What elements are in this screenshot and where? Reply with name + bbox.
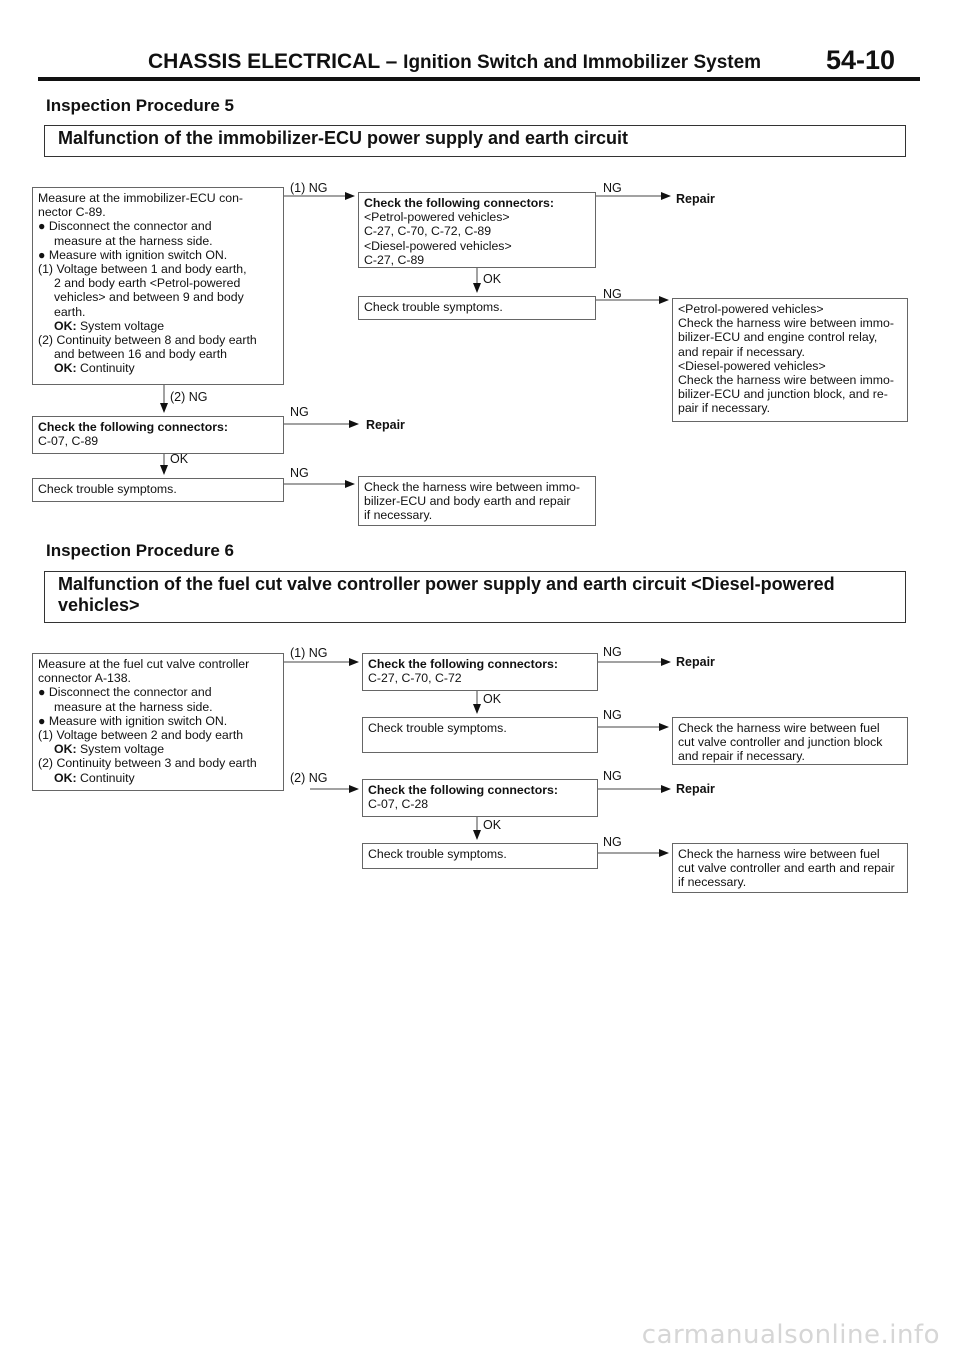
text-line: Check the harness wire between fuel xyxy=(678,721,880,735)
text-line: ● Measure with ignition switch ON. xyxy=(38,713,228,728)
ok-label: OK: xyxy=(54,770,77,785)
text-line: cut valve controller and earth and repair xyxy=(678,861,895,876)
text-line: if necessary. xyxy=(678,875,747,890)
text-line: C-07, C-28 xyxy=(368,797,429,812)
text-line: ● Disconnect the connector and xyxy=(38,219,212,234)
p5-label-ng-d: NG xyxy=(290,466,309,480)
text-line: ● Disconnect the connector and xyxy=(38,685,212,700)
p5-label-ng1: (1) NG xyxy=(290,181,328,195)
watermark: carmanualsonline.info xyxy=(641,1320,940,1350)
text-line: <Petrol-powered vehicles> xyxy=(678,302,824,316)
banner-text: Malfunction of the immobilizer-ECU power supply and earth circuit xyxy=(58,128,629,148)
text-line: C-27, C-70, C-72 xyxy=(368,671,462,686)
text-line: Check the harness wire between fuel xyxy=(678,847,880,861)
p5-repair-bottom: Repair xyxy=(366,418,405,432)
text-line: <Petrol-powered vehicles> xyxy=(364,210,510,225)
text-line: (1) Voltage between 1 and body earth, xyxy=(38,262,247,277)
banner-text: Malfunction of the fuel cut valve controller power supply and earth circuit <Diesel-powered xyxy=(58,574,835,594)
ok-value: Continuity xyxy=(79,770,135,785)
p6-label-ng-c: NG xyxy=(603,769,622,783)
text-line: and repair if necessary. xyxy=(678,344,805,359)
page-number: 54-10 xyxy=(826,45,896,75)
p6-label-ng2: (2) NG xyxy=(290,771,328,785)
ok-label: OK: xyxy=(54,318,77,333)
procedure-6-heading: Inspection Procedure 6 xyxy=(46,541,234,560)
text-line: (2) Continuity between 3 and body earth xyxy=(38,756,257,771)
p5-label-ng-c: NG xyxy=(290,405,309,419)
text-line: connector A-138. xyxy=(38,671,131,686)
p6-label-ng1: (1) NG xyxy=(290,646,328,660)
p6-repair-top: Repair xyxy=(676,655,715,669)
p5-label-ng2: (2) NG xyxy=(170,390,208,404)
text-line: ● Measure with ignition switch ON. xyxy=(38,247,228,262)
box-title: Check the following connectors: xyxy=(368,783,558,797)
ok-value: System voltage xyxy=(79,318,165,333)
p5-label-ng-a: NG xyxy=(603,181,622,195)
text-line: measure at the harness side. xyxy=(54,699,213,714)
ok-value: Continuity xyxy=(79,361,135,376)
p6-label-ok-a: OK xyxy=(483,692,502,706)
text-line: cut valve controller and junction block xyxy=(678,735,883,750)
text-line: earth. xyxy=(54,304,86,319)
text-line: Check the harness wire between immo- xyxy=(678,316,894,331)
text-line: 2 and body earth <Petrol-powered xyxy=(54,276,241,291)
p6-label-ng-a: NG xyxy=(603,645,622,659)
text-line: (1) Voltage between 2 and body earth xyxy=(38,728,244,743)
text-line: Measure at the fuel cut valve controller xyxy=(38,657,250,671)
text-line: Check trouble symptoms. xyxy=(368,847,507,861)
procedure-5-heading: Inspection Procedure 5 xyxy=(46,96,234,115)
p5-label-ok-a: OK xyxy=(483,272,502,286)
text-line: <Diesel-powered vehicles> xyxy=(678,358,826,373)
text-line: C-07, C-89 xyxy=(38,434,99,449)
text-line: pair if necessary. xyxy=(678,401,771,416)
text-line: C-27, C-70, C-72, C-89 xyxy=(364,224,492,239)
text-line: bilizer-ECU and junction block, and re- xyxy=(678,387,888,402)
p5-repair-top: Repair xyxy=(676,192,715,206)
text-line: and between 16 and body earth xyxy=(54,347,227,362)
text-line: measure at the harness side. xyxy=(54,233,213,248)
p6-label-ng-d: NG xyxy=(603,835,622,849)
section-name: CHASSIS ELECTRICAL – xyxy=(148,50,398,73)
text-line: Measure at the immobilizer-ECU con- xyxy=(38,191,244,205)
text-line: Check the harness wire between immo- xyxy=(364,480,580,494)
text-line: Check trouble symptoms. xyxy=(368,721,507,735)
p5-label-ok-b: OK xyxy=(170,452,189,466)
text-line: nector C-89. xyxy=(38,205,106,220)
banner-text: vehicles> xyxy=(58,595,140,615)
text-line: and repair if necessary. xyxy=(678,749,805,764)
text-line: Check trouble symptoms. xyxy=(364,300,503,314)
ok-label: OK: xyxy=(54,742,77,757)
p6-label-ng-b: NG xyxy=(603,708,622,722)
p6-label-ok-b: OK xyxy=(483,818,502,832)
text-line: bilizer-ECU and body earth and repair xyxy=(364,494,571,509)
text-line: bilizer-ECU and engine control relay, xyxy=(678,330,878,345)
text-line: <Diesel-powered vehicles> xyxy=(364,238,512,253)
text-line: vehicles> and between 9 and body xyxy=(54,290,244,305)
p5-label-ng-b: NG xyxy=(603,287,622,301)
text-line: (2) Continuity between 8 and body earth xyxy=(38,333,257,348)
text-line: if necessary. xyxy=(364,508,433,523)
box-title: Check the following connectors: xyxy=(38,420,228,434)
text-line: C-27, C-89 xyxy=(364,252,425,267)
text-line: Check trouble symptoms. xyxy=(38,482,177,496)
ok-value: System voltage xyxy=(79,742,165,757)
text-line: Check the harness wire between immo- xyxy=(678,373,894,388)
box-title: Check the following connectors: xyxy=(364,196,554,210)
p6-repair-bottom: Repair xyxy=(676,782,715,796)
section-subtitle: Ignition Switch and Immobilizer System xyxy=(403,52,762,73)
ok-label: OK: xyxy=(54,361,77,376)
box-title: Check the following connectors: xyxy=(368,657,558,671)
